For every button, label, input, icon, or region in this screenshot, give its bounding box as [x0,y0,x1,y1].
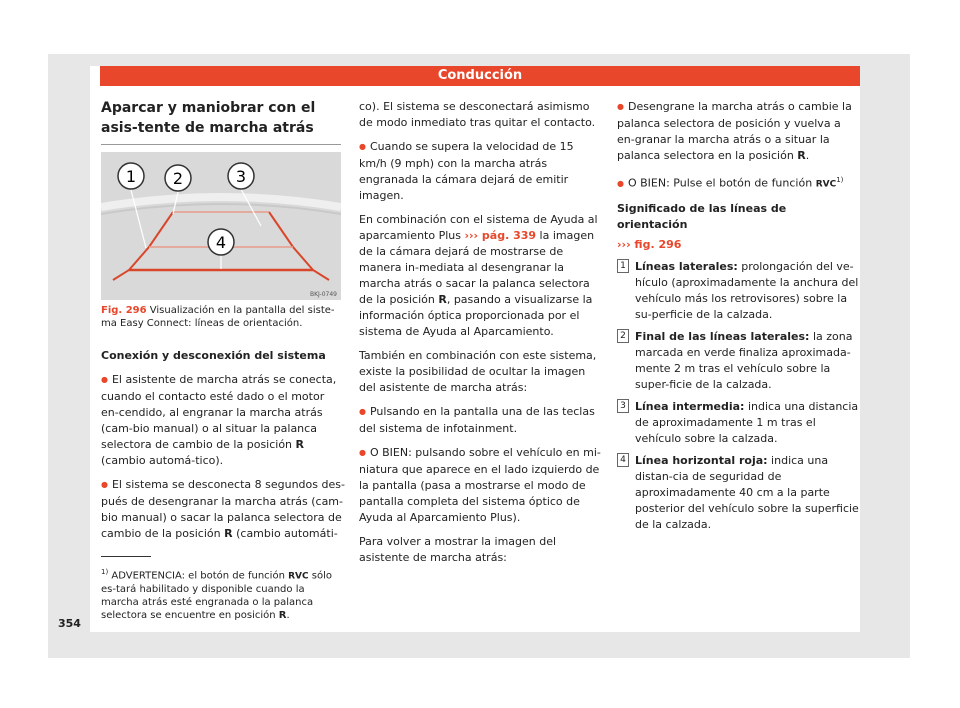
bullet-press-key: ● Pulsando en la pantalla una de las teclas del sistema de infotainment. [359,404,603,437]
column-1 [101,348,345,550]
legend-number-2: 2 [617,329,629,343]
legend-item-1: 1 Líneas laterales: prolongación del ve-hículo (aproximadamente la anchura del vehículo más los retrovisores) sobre la su-perficie de la calzada. [617,259,860,323]
legend-number-1: 1 [617,259,629,273]
subheading-connection: Conexión y desconexión del sistema [101,349,326,362]
legend-item-4: 4 Línea horizontal roja: indica una distan-cia de seguridad de aproximadamente 40 cm a la parte posterior del vehículo sobre la superficie de la calzada. [617,453,860,533]
bullet-rvc-button: ● O BIEN: Pulse el botón de función RVC$^{1)}$ [617,172,860,193]
callout-label-3: 3 [235,167,247,186]
bullet-press-vehicle: ● O BIEN: pulsando sobre el vehículo en mi-niatura que aparece en el lado izquierdo de la pantalla (pasa a mostrarse el modo de pantalla completa del sistema óptico de Ayuda al Aparcamiento Plus). [359,445,603,526]
subheading-lines-meaning: Significado de las líneas de orientación [617,201,787,231]
page-number: 354 [58,617,81,630]
column-2 [359,99,603,574]
paragraph-parking-plus: En combinación con el sistema de Ayuda al aparcamiento Plus ››› pág. 339 la imagen de la cámara dejará de mostrarse de manera in-mediata al desengranar la marcha atrás o sacar la palanca selectora de la posición R, pasando a visualizarse la información óptica proporcionada por el sistema de Ayuda al Aparcamiento. [359,213,598,338]
legend-item-2: 2 Final de las líneas laterales: la zona marcada en verde finaliza aproximada-mente 2 m tras el vehículo sobre la super-ficie de la calzada. [617,329,860,393]
figure-caption [101,304,343,330]
legend-number-4: 4 [617,453,629,467]
bullet-speed: ● Cuando se supera la velocidad de 15 km/h (9 mph) con la marcha atrás engranada la cámara dejará de emitir imagen. [359,139,603,204]
chapter-header: Conducción [100,66,860,86]
paragraph-show-again: Para volver a mostrar la imagen del asistente de marcha atrás: [359,535,557,564]
callout-label-4: 4 [215,233,227,252]
figure-code: BKJ-0749 [309,291,337,298]
paragraph-continuation: co). El sistema se desconectará asimismo de modo inmediato tras quitar el contacto. [359,100,596,129]
figure-illustration [101,152,341,300]
callout-label-1: 1 [125,167,137,186]
section-title: Aparcar y maniobrar con el asis-tente de marcha atrás [101,100,316,136]
bullet-disengage: ● Desengrane la marcha atrás o cambie la palanca selectora de posición y vuelva a en-granar la marcha atrás o a situar la palanca selectora en la posición R. [617,99,860,164]
callout-label-2: 2 [172,169,184,188]
figure-caption-text: Visualización en la pantalla del siste-ma Easy Connect: líneas de orientación. [101,305,335,329]
figure-rear-camera [101,152,341,300]
figure-caption-label: Fig. 296 [101,305,147,316]
footnote: $^{1)}$ ADVERTENCIA: el botón de función RVC sólo es-tará habilitado y disponible cuando la marcha atrás esté engranada o la palanca selectora se encuentre en posición R. [101,568,333,622]
legend-item-3: 3 Línea intermedia: indica una distancia de aproximadamente 1 m tras el vehículo sobre la calzada. [617,399,860,447]
column-3 [617,99,860,539]
paragraph-hide-image: También en combinación con este sistema, existe la posibilidad de ocultar la imagen del asistente de marcha atrás: [359,349,597,394]
title-divider [101,144,341,145]
figure-reference-link[interactable]: ››› fig. 296 [617,237,682,251]
page-reference-link[interactable]: ››› pág. 339 [464,229,537,242]
legend-number-3: 3 [617,399,629,413]
bullet-disconnect: ● El sistema se desconecta 8 segundos des-pués de desengranar la marcha atrás (cam-bio manual) o sacar la palanca selectora de cambio de la posición R (cambio automáti- [101,477,345,542]
bullet-connect: ● El asistente de marcha atrás se conecta, cuando el contacto esté dado o el motor en-cendido, al engranar la marcha atrás (cam-bio manual) o al situar la palanca selectora de cambio de la posición R (cambio automá-tico). [101,372,345,469]
footnote-divider [101,556,151,557]
